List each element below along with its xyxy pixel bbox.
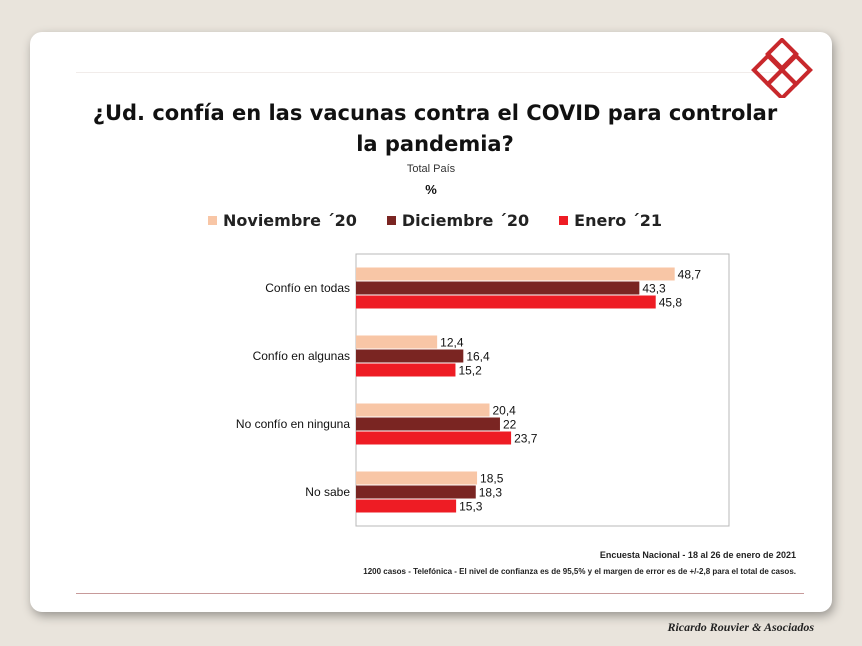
bar [356, 296, 656, 309]
bar [356, 336, 437, 349]
bar-value-label: 12,4 [440, 335, 464, 350]
legend-label-noviembre: Noviembre ´20 [223, 210, 357, 230]
bar [356, 404, 489, 417]
bar-value-label: 48,7 [677, 267, 702, 282]
bar-value-label: 20,4 [492, 403, 516, 418]
category-label: No confío en ninguna [235, 417, 350, 431]
bar [356, 350, 463, 363]
chart-unit: % [425, 182, 437, 197]
bar-value-label: 22 [502, 417, 517, 432]
bar-value-label: 16,4 [466, 349, 490, 364]
survey-footnote: Encuesta Nacional - 18 al 26 de enero de 2021 [599, 550, 796, 560]
bar-chart [30, 32, 832, 552]
slide-panel [30, 32, 832, 612]
bar-value-label: 43,3 [642, 281, 666, 296]
bar [356, 500, 456, 513]
bar [356, 486, 476, 499]
legend-label-diciembre: Diciembre ´20 [401, 210, 530, 230]
bar [356, 432, 511, 445]
bar-value-label: 23,7 [514, 431, 538, 446]
bar-value-label: 15,3 [459, 499, 483, 514]
bar [356, 418, 500, 431]
category-label: No sabe [305, 485, 350, 499]
credit-text: Ricardo Rouvier & Asociados [667, 620, 814, 634]
chart-subtitle: Total País [406, 163, 456, 175]
category-label: Confío en algunas [252, 349, 350, 363]
bar [356, 282, 639, 295]
bar-value-label: 15,2 [458, 363, 482, 378]
bar-value-label: 18,3 [478, 485, 503, 500]
bar-value-label: 45,8 [658, 295, 683, 310]
chart-title: ¿Ud. confía en las vacunas contra el COVID para controlar la pandemia? [92, 101, 778, 156]
category-label: Confío en todas [265, 281, 350, 295]
bar [356, 268, 675, 281]
bar [356, 472, 477, 485]
bar [356, 364, 455, 377]
methodology-footnote: 1200 casos - Telefónica - El nivel de confianza es de 95,5% y el margen de error es de +/-2,8 para el total de casos. [363, 567, 796, 576]
bar-value-label: 18,5 [480, 471, 504, 486]
legend-label-enero: Enero ´21 [574, 210, 663, 230]
bottom-divider [76, 593, 804, 594]
